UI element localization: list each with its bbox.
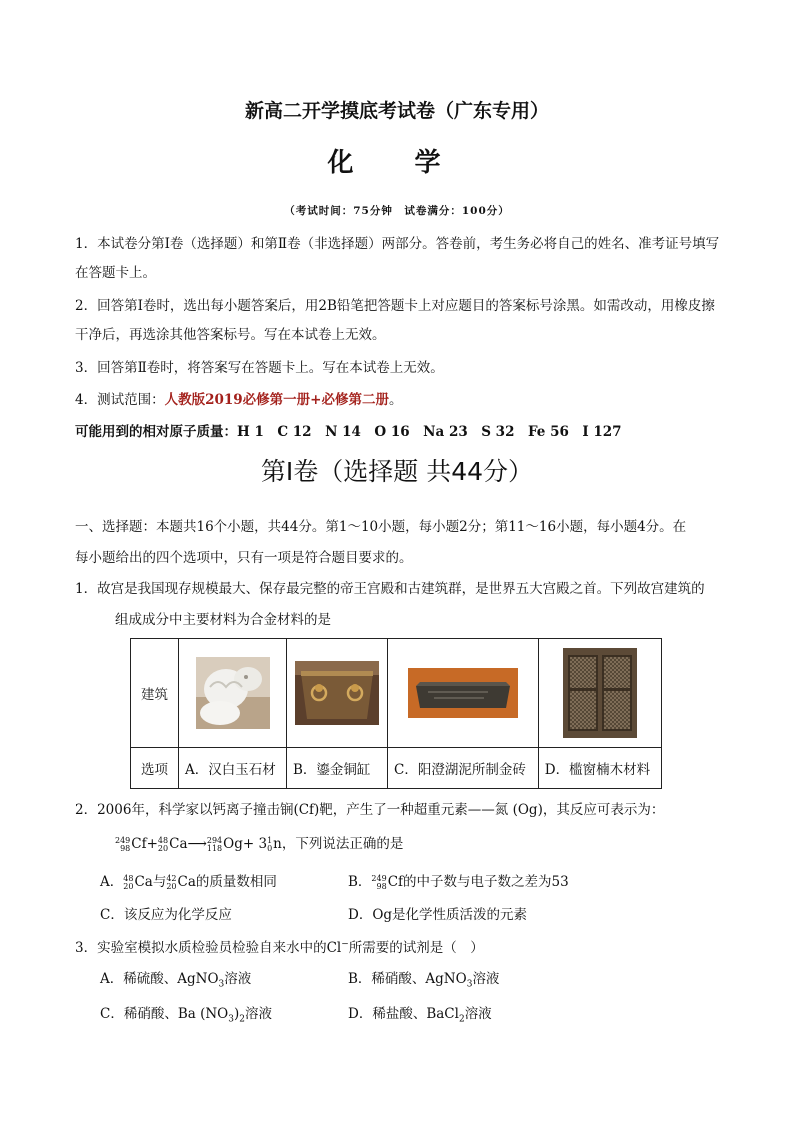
q1-option-b[interactable]: B．鎏金铜缸	[287, 748, 388, 789]
q1-stem-line2: 组成成分中主要材料为合金材料的是	[115, 612, 331, 628]
q3-stem: 3．实验室模拟水质检验员检验自来水中的Cl−所需要的试剂是（ ）	[75, 939, 484, 956]
q1-option-a[interactable]: A．汉白玉石材	[179, 748, 287, 789]
gilded-bronze-vat-image	[295, 661, 379, 725]
q2-option-a[interactable]: A． 48 20 Ca与 42 20 Ca的质量数相同	[100, 873, 277, 891]
q3-option-d[interactable]: D．稀盐酸、BaCl$_2$溶液	[348, 1006, 492, 1025]
row-label-option: 选项	[131, 748, 179, 789]
scope-label: 4．测试范围：	[75, 392, 165, 408]
cf-nuclide: 249 98	[115, 835, 131, 853]
option-d-image-cell	[538, 639, 661, 748]
ca-nuclide: 48 20	[157, 835, 169, 853]
scope-end: 。	[388, 392, 403, 408]
q3-option-b[interactable]: B．稀硝酸、AgNO$_3$溶液	[348, 971, 500, 990]
reaction-arrow: ⟶	[187, 836, 207, 852]
option-a-image-cell	[179, 639, 287, 748]
q3-option-a[interactable]: A．稀硫酸、AgNO$_3$溶液	[100, 971, 252, 990]
white-marble-lion-image	[196, 657, 270, 729]
test-scope	[75, 388, 402, 408]
section-title: 第Ⅰ卷（选择题 共44分）	[260, 457, 534, 486]
subject-title: 化 学	[327, 148, 467, 178]
option-b-image-cell	[287, 639, 388, 748]
nanmu-lattice-window-image	[563, 648, 637, 738]
q2-option-c[interactable]: C．该反应为化学反应	[100, 907, 232, 923]
q1-stem-line1: 1．故宫是我国现存规模最大、保存最完整的帝王宫殿和古建筑群，是世界五大宫殿之首。下列故宫建筑的	[75, 581, 705, 597]
section-intro-line2: 每小题给出的四个选项中，只有一项是符合题目要求的。	[75, 550, 413, 566]
neutron-nuclide: 1 0	[267, 835, 273, 853]
og-nuclide: 294 118	[206, 835, 223, 853]
row-label-building: 建筑	[131, 639, 179, 748]
q3-option-c[interactable]: C．稀硝酸、Ba $(NO_3)_2$溶液	[100, 1006, 272, 1025]
section-intro-line1: 一、选择题：本题共16个小题，共44分。第1～10小题，每小题2分；第11～16小题，每小题4分。在	[75, 519, 687, 535]
q2-option-d[interactable]: D．Og是化学性质活泼的元素	[348, 907, 528, 923]
scope-value: 人教版2019必修第一册+必修第二册	[164, 392, 389, 408]
q2-option-b[interactable]: B． 249 98 Cf的中子数与电子数之差为53	[348, 873, 569, 891]
q1-option-c[interactable]: C．阳澄湖泥所制金砖	[388, 748, 539, 789]
time-info: （考试时间：75分钟 试卷满分：100分）	[284, 205, 510, 217]
q2-equation: 249 98 Cf+ 48 20 Ca⟶ 294 118 Og+ 3 1 0 n，下列说法正确的是	[115, 835, 404, 853]
option-c-image-cell	[388, 639, 539, 748]
q2-stem-line1: 2．2006年，科学家以钙离子撞击锎(Cf)靶，产生了一种超重元素——氮 (Og)，其反应可表示为：	[75, 802, 665, 818]
q1-options-table	[130, 638, 662, 789]
instruction-2: 2．回答第Ⅰ卷时，选出每小题答案后，用2B铅笔把答题卡上对应题目的答案标号涂黑。如需改动，用橡皮擦干净后，再选涂其他答案标号。写在本试卷上无效。	[75, 298, 715, 343]
instruction-3: 3．回答第Ⅱ卷时，将答案写在答题卡上。写在本试卷上无效。	[75, 360, 444, 376]
atomic-mass-list: 可能用到的相对原子质量：H 1 C 12 N 14 O 16 Na 23 S 32 Fe 56 I 127	[75, 424, 622, 440]
exam-title: 新高二开学摸底考试卷（广东专用）	[244, 100, 549, 122]
q1-option-d[interactable]: D．槛窗楠木材料	[538, 748, 661, 789]
gold-brick-image	[408, 668, 518, 718]
instruction-1: 1．本试卷分第Ⅰ卷（选择题）和第Ⅱ卷（非选择题）两部分。答卷前，考生务必将自己的姓名、准考证号填写在答题卡上。	[75, 236, 720, 281]
